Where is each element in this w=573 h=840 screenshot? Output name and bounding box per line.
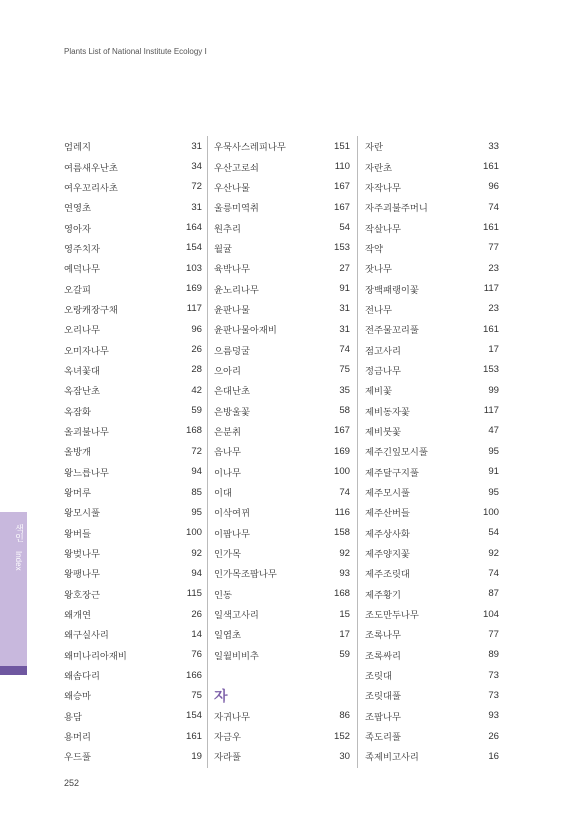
entry-page-number: 104 [482, 608, 499, 620]
entry-page-number: 161 [482, 161, 499, 173]
entry-name: 왕머루 [64, 488, 91, 500]
index-entry [365, 746, 499, 766]
entry-name: 육박나무 [214, 264, 250, 276]
index-entry [214, 726, 350, 746]
index-entry [365, 421, 499, 441]
index-entry [64, 380, 202, 400]
entry-name: 왕팽나무 [64, 569, 100, 581]
index-entry [214, 299, 350, 319]
entry-page-number: 167 [333, 181, 350, 193]
entry-page-number: 76 [191, 649, 202, 661]
entry-name: 오리나무 [64, 325, 100, 337]
entry-page-number: 161 [482, 323, 499, 335]
index-entry [214, 197, 350, 217]
entry-name: 일색고사리 [214, 610, 259, 622]
entry-name: 용머리 [64, 732, 91, 744]
entry-page-number: 54 [488, 527, 499, 539]
index-entry [365, 156, 499, 176]
entry-page-number: 91 [339, 283, 350, 295]
entry-page-number: 151 [333, 140, 350, 152]
entry-page-number: 94 [191, 567, 202, 579]
index-entry [64, 197, 202, 217]
entry-name: 우묵사스레피나무 [214, 142, 286, 154]
entry-name: 이팝나무 [214, 528, 250, 540]
index-entry [365, 177, 499, 197]
entry-name: 이삭여뀌 [214, 508, 250, 520]
entry-name: 인가목 [214, 549, 241, 561]
index-entry [365, 706, 499, 726]
entry-page-number: 103 [185, 262, 202, 274]
entry-page-number: 27 [339, 262, 350, 274]
entry-page-number: 47 [488, 425, 499, 437]
entry-name: 왕버들 [64, 528, 91, 540]
entry-name: 왜미나리아재비 [64, 650, 127, 662]
index-entry [64, 400, 202, 420]
index-entry [64, 604, 202, 624]
index-entry [64, 258, 202, 278]
index-entry [214, 746, 350, 766]
entry-page-number: 16 [488, 750, 499, 762]
index-entry [64, 278, 202, 298]
index-entry [214, 177, 350, 197]
index-entry [214, 258, 350, 278]
index-entry [214, 278, 350, 298]
index-entry [365, 523, 499, 543]
entry-name: 음나무 [214, 447, 241, 459]
entry-page-number: 74 [488, 201, 499, 213]
index-entry [365, 645, 499, 665]
index-entry [365, 258, 499, 278]
entry-page-number: 95 [488, 445, 499, 457]
index-entry [365, 665, 499, 685]
entry-page-number: 95 [488, 486, 499, 498]
index-entry [365, 299, 499, 319]
entry-name: 자란초 [365, 162, 392, 174]
entry-name: 조릿대 [365, 671, 392, 683]
entry-name: 작약 [365, 243, 383, 255]
entry-page-number: 15 [339, 608, 350, 620]
entry-page-number: 26 [488, 730, 499, 742]
index-entry [64, 563, 202, 583]
index-entry [64, 726, 202, 746]
entry-page-number: 89 [488, 649, 499, 661]
entry-page-number: 167 [333, 201, 350, 213]
entry-page-number: 31 [339, 303, 350, 315]
entry-name: 제주조릿대 [365, 569, 410, 581]
entry-page-number: 74 [339, 344, 350, 356]
entry-name: 조릿대풀 [365, 691, 401, 703]
index-entry [365, 217, 499, 237]
index-entry [64, 238, 202, 258]
entry-name: 옥녀꽃대 [64, 365, 100, 377]
entry-page-number: 87 [488, 588, 499, 600]
entry-name: 여름새우난초 [64, 162, 118, 174]
index-entry [214, 706, 350, 726]
entry-page-number: 74 [339, 486, 350, 498]
entry-page-number: 34 [191, 161, 202, 173]
entry-name: 왜개연 [64, 610, 91, 622]
entry-page-number: 161 [185, 730, 202, 742]
entry-name: 작살나무 [365, 223, 401, 235]
index-entry [214, 563, 350, 583]
index-entry [365, 360, 499, 380]
entry-name: 왜솜다리 [64, 671, 100, 683]
entry-name: 윤판나물 [214, 304, 250, 316]
index-entry [365, 543, 499, 563]
index-entry [365, 380, 499, 400]
entry-name: 자작나무 [365, 182, 401, 194]
index-entry [64, 360, 202, 380]
entry-name: 으아리 [214, 365, 241, 377]
entry-name: 자라풀 [214, 752, 241, 764]
entry-page-number: 31 [339, 323, 350, 335]
entry-name: 제비꽃 [365, 386, 392, 398]
entry-page-number: 86 [339, 710, 350, 722]
entry-page-number: 23 [488, 303, 499, 315]
index-entry [214, 482, 350, 502]
entry-name: 족제비고사리 [365, 752, 419, 764]
index-entry [64, 645, 202, 665]
index-entry [64, 746, 202, 766]
index-entry [214, 339, 350, 359]
entry-page-number: 31 [191, 140, 202, 152]
index-entry [64, 441, 202, 461]
entry-name: 제주긴잎모시풀 [365, 447, 428, 459]
entry-page-number: 95 [191, 506, 202, 518]
entry-name: 윤노리나무 [214, 284, 259, 296]
entry-page-number: 110 [334, 161, 350, 173]
entry-name: 왜구실사리 [64, 630, 109, 642]
entry-name: 오갈피 [64, 284, 91, 296]
index-entry [64, 543, 202, 563]
entry-page-number: 117 [483, 283, 499, 295]
index-entry [214, 380, 350, 400]
page-number: 252 [64, 778, 80, 788]
entry-page-number: 116 [334, 506, 350, 518]
index-entry [214, 502, 350, 522]
index-entry [64, 706, 202, 726]
entry-page-number: 26 [191, 344, 202, 356]
entry-page-number: 23 [488, 262, 499, 274]
index-entry [64, 421, 202, 441]
entry-page-number: 85 [191, 486, 202, 498]
index-entry [64, 156, 202, 176]
entry-page-number: 100 [482, 506, 499, 518]
entry-name: 영아자 [64, 223, 91, 235]
entry-page-number: 58 [339, 405, 350, 417]
index-entry [365, 339, 499, 359]
entry-page-number: 59 [191, 405, 202, 417]
index-entry [365, 400, 499, 420]
index-side-tab-accent [0, 666, 27, 675]
entry-name: 우드풀 [64, 752, 91, 764]
entry-name: 인가목조팝나무 [214, 569, 277, 581]
entry-name: 제주모시풀 [365, 488, 410, 500]
entry-name: 이대 [214, 488, 232, 500]
entry-page-number: 54 [339, 222, 350, 234]
entry-name: 은대난초 [214, 386, 250, 398]
entry-page-number: 72 [191, 445, 202, 457]
entry-page-number: 92 [339, 547, 350, 559]
side-tab-label-ko: 색인 [13, 524, 23, 542]
index-entry [64, 584, 202, 604]
entry-name: 윤판나물아재비 [214, 325, 277, 337]
entry-page-number: 117 [186, 303, 202, 315]
index-entry [214, 421, 350, 441]
entry-page-number: 30 [339, 750, 350, 762]
index-entry [64, 462, 202, 482]
index-entry [214, 360, 350, 380]
index-entry [365, 685, 499, 705]
entry-page-number: 14 [191, 628, 202, 640]
entry-name: 조도만두나무 [365, 610, 419, 622]
entry-name: 제주황기 [365, 589, 401, 601]
entry-name: 으름덩굴 [214, 345, 250, 357]
index-entry [214, 156, 350, 176]
entry-name: 자주괴불주머니 [365, 203, 428, 215]
index-entry [214, 462, 350, 482]
index-entry [365, 502, 499, 522]
index-entry [214, 645, 350, 665]
entry-page-number: 94 [191, 466, 202, 478]
index-entry [64, 624, 202, 644]
entry-name: 오랑캐장구채 [64, 304, 118, 316]
index-entry [214, 523, 350, 543]
index-entry [365, 462, 499, 482]
entry-name: 여우꼬리사초 [64, 182, 118, 194]
index-entry [365, 726, 499, 746]
index-entry [64, 177, 202, 197]
index-entry [64, 299, 202, 319]
index-entry [365, 482, 499, 502]
index-entry [214, 543, 350, 563]
entry-page-number: 17 [339, 628, 350, 640]
entry-page-number: 17 [488, 344, 499, 356]
entry-page-number: 154 [185, 242, 202, 254]
entry-page-number: 77 [488, 628, 499, 640]
index-column-1 [64, 136, 202, 767]
entry-name: 왜승마 [64, 691, 91, 703]
entry-page-number: 117 [483, 405, 499, 417]
entry-name: 올방개 [64, 447, 91, 459]
index-entry [214, 238, 350, 258]
index-entry [64, 502, 202, 522]
index-entry [214, 319, 350, 339]
column-divider-1 [207, 136, 208, 768]
entry-name: 왕호장근 [64, 589, 100, 601]
entry-name: 장백패랭이꽃 [365, 284, 419, 296]
running-header: Plants List of National Institute Ecology Ⅰ [64, 47, 207, 56]
entry-page-number: 153 [333, 242, 350, 254]
index-entry [214, 624, 350, 644]
entry-page-number: 26 [191, 608, 202, 620]
index-column-3 [365, 136, 499, 767]
entry-name: 조록나무 [365, 630, 401, 642]
entry-page-number: 158 [333, 527, 350, 539]
entry-name: 제비동자꽃 [365, 406, 410, 418]
index-entry [214, 400, 350, 420]
entry-name: 전주물꼬리풀 [365, 325, 419, 337]
entry-page-number: 115 [186, 588, 202, 600]
entry-page-number: 73 [488, 689, 499, 701]
entry-name: 엄레지 [64, 142, 91, 154]
entry-name: 인동 [214, 589, 232, 601]
entry-page-number: 74 [488, 567, 499, 579]
entry-page-number: 93 [488, 710, 499, 722]
entry-name: 연영초 [64, 203, 91, 215]
index-entry [64, 217, 202, 237]
index-entry [365, 624, 499, 644]
entry-page-number: 28 [191, 364, 202, 376]
side-tab-label-en: Index [14, 550, 23, 571]
entry-page-number: 72 [191, 181, 202, 193]
entry-name: 올괴불나무 [64, 426, 109, 438]
entry-name: 제비붓꽃 [365, 426, 401, 438]
entry-page-number: 19 [191, 750, 202, 762]
entry-name: 조팝나무 [365, 711, 401, 723]
index-entry [64, 685, 202, 705]
entry-name: 전나무 [365, 304, 392, 316]
entry-page-number: 77 [488, 242, 499, 254]
column-divider-2 [357, 136, 358, 768]
index-entry [365, 441, 499, 461]
entry-page-number: 59 [339, 649, 350, 661]
entry-name: 일엽초 [214, 630, 241, 642]
entry-page-number: 161 [482, 222, 499, 234]
entry-name: 울릉미역취 [214, 203, 259, 215]
entry-page-number: 167 [333, 425, 350, 437]
entry-page-number: 100 [333, 466, 350, 478]
entry-name: 왕벚나무 [64, 549, 100, 561]
index-entry [365, 604, 499, 624]
entry-name: 일월비비추 [214, 650, 259, 662]
entry-name: 월귤 [214, 243, 232, 255]
entry-name: 옥잠난초 [64, 386, 100, 398]
entry-page-number: 75 [339, 364, 350, 376]
index-entry [214, 136, 350, 156]
index-entry [365, 584, 499, 604]
entry-page-number: 35 [339, 384, 350, 396]
index-entry [64, 523, 202, 543]
entry-page-number: 100 [185, 527, 202, 539]
entry-name: 오미자나무 [64, 345, 109, 357]
entry-name: 족도리풀 [365, 732, 401, 744]
entry-name: 제주산버들 [365, 508, 410, 520]
entry-page-number: 91 [488, 466, 499, 478]
entry-page-number: 168 [185, 425, 202, 437]
index-entry [64, 482, 202, 502]
entry-page-number: 93 [339, 567, 350, 579]
entry-name: 자금우 [214, 732, 241, 744]
entry-name: 제주양지꽃 [365, 549, 410, 561]
entry-page-number: 152 [333, 730, 350, 742]
entry-name: 정금나무 [365, 365, 401, 377]
entry-page-number: 169 [333, 445, 350, 457]
side-tab-label [12, 524, 25, 570]
entry-page-number: 75 [191, 689, 202, 701]
index-entry [214, 441, 350, 461]
entry-page-number: 99 [488, 384, 499, 396]
entry-name: 자귀나무 [214, 711, 250, 723]
section-heading: 자 [214, 688, 228, 705]
entry-page-number: 154 [185, 710, 202, 722]
index-entry [365, 238, 499, 258]
entry-name: 잣나무 [365, 264, 392, 276]
entry-name: 은방울꽃 [214, 406, 250, 418]
index-entry [214, 584, 350, 604]
entry-page-number: 169 [185, 283, 202, 295]
entry-page-number: 153 [482, 364, 499, 376]
entry-name: 자란 [365, 142, 383, 154]
entry-name: 이나무 [214, 467, 241, 479]
entry-page-number: 96 [191, 323, 202, 335]
entry-name: 왕모시풀 [64, 508, 100, 520]
entry-page-number: 31 [191, 201, 202, 213]
index-entry [214, 665, 350, 685]
index-entry [365, 319, 499, 339]
entry-name: 예덕나무 [64, 264, 100, 276]
index-entry [214, 604, 350, 624]
index-entry [214, 217, 350, 237]
entry-page-number: 92 [191, 547, 202, 559]
index-column-2 [214, 136, 350, 767]
index-entry [64, 136, 202, 156]
index-entry [365, 563, 499, 583]
entry-name: 우산고로쇠 [214, 162, 259, 174]
entry-page-number: 73 [488, 669, 499, 681]
entry-name: 용담 [64, 711, 82, 723]
entry-name: 은분취 [214, 426, 241, 438]
entry-name: 왕느릅나무 [64, 467, 109, 479]
entry-page-number: 42 [191, 384, 202, 396]
entry-page-number: 168 [333, 588, 350, 600]
entry-page-number: 164 [185, 222, 202, 234]
index-entry [365, 278, 499, 298]
index-entry [64, 339, 202, 359]
entry-page-number: 166 [185, 669, 202, 681]
entry-page-number: 33 [488, 140, 499, 152]
entry-name: 조록싸리 [365, 650, 401, 662]
entry-name: 영주치자 [64, 243, 100, 255]
index-entry [365, 136, 499, 156]
index-entry [365, 197, 499, 217]
entry-name: 점고사리 [365, 345, 401, 357]
index-entry [64, 665, 202, 685]
entry-name: 제주달구지풀 [365, 467, 419, 479]
entry-page-number: 92 [488, 547, 499, 559]
index-entry [64, 319, 202, 339]
entry-name: 제주상사화 [365, 528, 410, 540]
entry-name: 우산나물 [214, 182, 250, 194]
entry-page-number: 96 [488, 181, 499, 193]
entry-name: 원추리 [214, 223, 241, 235]
entry-name: 옥잠화 [64, 406, 91, 418]
